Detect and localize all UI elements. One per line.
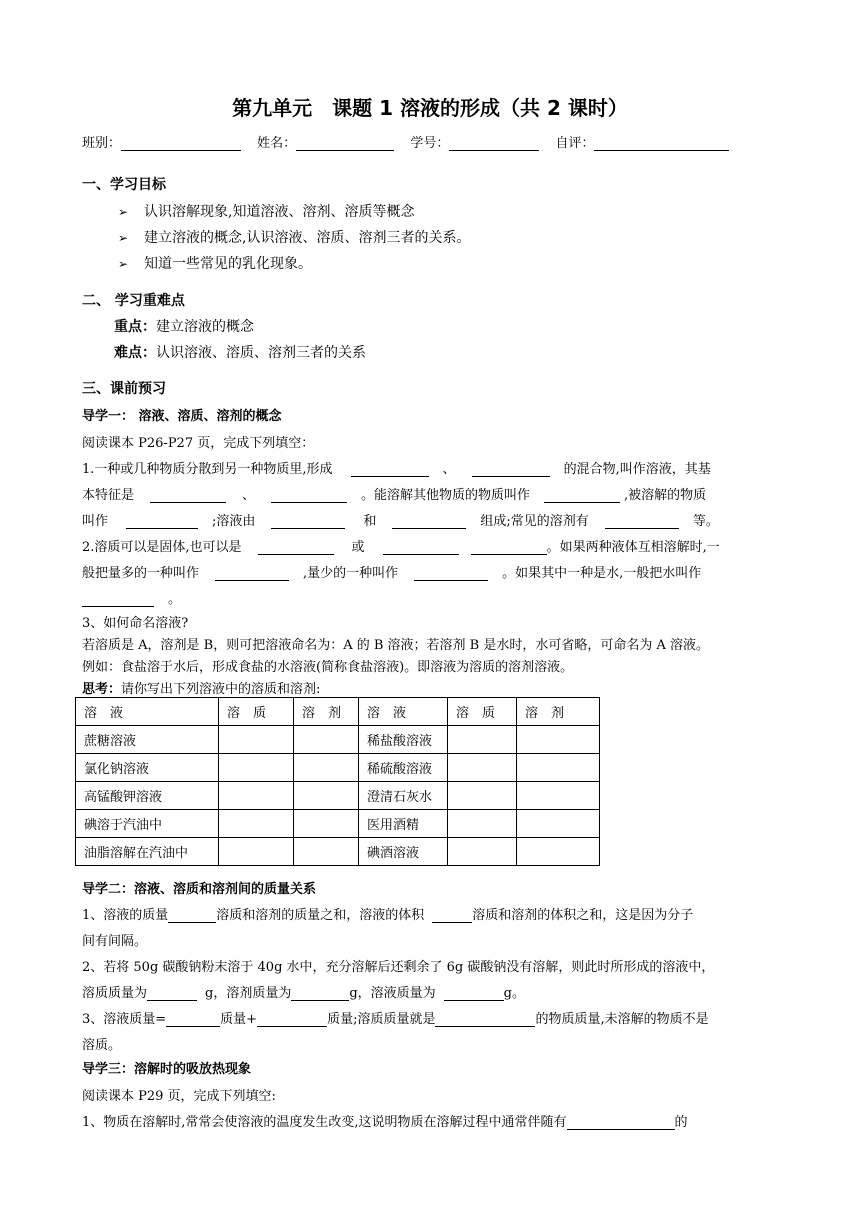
class-field[interactable] [121, 136, 241, 151]
fill-blank[interactable] [258, 541, 334, 555]
arrow-bullet-icon: ➢ [118, 231, 129, 245]
q2-text: 。如果两种液体互相溶解时,一 [546, 540, 720, 555]
arrow-bullet-icon: ➢ [118, 205, 129, 219]
table-cell: 碘酒溶液 [359, 838, 448, 866]
table-row [76, 726, 600, 754]
fill-blank[interactable] [414, 567, 488, 581]
table-cell: 稀硫酸溶液 [359, 754, 448, 782]
answer-cell[interactable] [448, 838, 517, 866]
answer-cell[interactable] [219, 838, 294, 866]
answer-cell[interactable] [294, 838, 359, 866]
fill-blank[interactable] [168, 909, 216, 923]
answer-cell[interactable] [294, 726, 359, 754]
guide2-heading: 导学二：溶液、溶质和溶剂间的质量关系 [82, 882, 317, 897]
fill-blank[interactable] [82, 593, 154, 607]
guide2-text: 3、溶液质量= [82, 1012, 167, 1027]
guide2-text: g。 [503, 986, 525, 1001]
section-heading-preview: 三、课前预习 [82, 381, 166, 397]
fill-blank[interactable] [567, 1116, 675, 1130]
table-cell: 医用酒精 [359, 810, 448, 838]
fill-blank[interactable] [605, 515, 679, 529]
goal-text: 知道一些常见的乳化现象。 [144, 256, 312, 272]
table-cell: 蔗糖溶液 [76, 726, 219, 754]
answer-cell[interactable] [219, 754, 294, 782]
guide2-text: 溶质和溶剂的体积之和，这是因为分子 [472, 908, 694, 923]
guide3-text: 的 [674, 1115, 688, 1130]
q2-text: 。如果其中一种是水,一般把水叫作 [502, 566, 702, 581]
q1-text: 等。 [692, 514, 719, 529]
guide1-read-instruction: 阅读课本 P26-P27 页，完成下列填空： [82, 436, 315, 451]
name-field[interactable] [296, 136, 394, 151]
guide3-text: 1、物质在溶解时,常常会使溶液的温度发生改变,这说明物质在溶解过程中通常伴随有 [82, 1115, 567, 1130]
q1-text: 叫作 [82, 514, 109, 529]
number-label: 学号： [410, 136, 450, 151]
guide2-text: g，溶液质量为 [349, 986, 436, 1001]
q2-text: 或 [351, 540, 365, 555]
table-cell: 高锰酸钾溶液 [76, 782, 219, 810]
fill-blank[interactable] [383, 541, 459, 555]
fill-blank[interactable] [392, 515, 466, 529]
q1-text: 的混合物,叫作溶液，其基 [563, 462, 711, 477]
table-cell: 氯化钠溶液 [76, 754, 219, 782]
name-label: 姓名： [257, 136, 297, 151]
table-cell: 稀盐酸溶液 [359, 726, 448, 754]
fill-blank[interactable] [291, 987, 349, 1001]
eval-label: 自评： [555, 136, 595, 151]
answer-cell[interactable] [448, 782, 517, 810]
goal-item [118, 227, 470, 247]
table-row [76, 838, 600, 866]
fill-blank[interactable] [444, 987, 504, 1001]
table-header-cell: 溶 质 [219, 698, 294, 726]
guide2-line-1 [82, 904, 782, 923]
q1-line-3 [82, 510, 782, 529]
goal-text: 建立溶液的概念,认识溶液、溶质、溶剂三者的关系。 [144, 230, 471, 246]
fill-blank[interactable] [126, 515, 198, 529]
q1-text: 1.一种或几种物质分散到另一种物质里,形成 [82, 462, 333, 477]
key-point-line [114, 316, 254, 336]
answer-cell[interactable] [517, 838, 600, 866]
fill-blank[interactable] [271, 489, 347, 503]
q2-line-2 [82, 562, 782, 581]
fill-blank[interactable] [432, 909, 472, 923]
table-row [76, 810, 600, 838]
fill-blank[interactable] [215, 567, 289, 581]
guide2-line-1b: 间有间隔。 [82, 934, 148, 949]
table-header-cell: 溶 液 [76, 698, 219, 726]
guide2-text: 溶质质量为 [82, 986, 148, 1001]
key-point-text: 建立溶液的概念 [156, 319, 254, 335]
q2-text: 。 [168, 592, 182, 607]
page-title: 第九单元 课题 1 溶液的形成（共 2 课时） [232, 96, 628, 120]
table-cell: 碘溶于汽油中 [76, 810, 219, 838]
guide2-text: 溶质和溶剂的质量之和，溶液的体积 [216, 908, 425, 923]
think-line [82, 678, 782, 697]
q3-title: 3、如何命名溶液? [82, 616, 189, 631]
guide2-line-2b [82, 982, 782, 1001]
fill-blank[interactable] [271, 515, 345, 529]
q2-text: ,量少的一种叫作 [303, 566, 399, 581]
q1-line-1 [82, 458, 782, 477]
answer-cell[interactable] [448, 754, 517, 782]
fill-blank[interactable] [472, 463, 550, 477]
fill-blank[interactable] [544, 489, 620, 503]
class-label: 班别： [82, 136, 122, 151]
table-cell: 油脂溶解在汽油中 [76, 838, 219, 866]
q2-text: 般把量多的一种叫作 [82, 566, 200, 581]
solute-solvent-table [75, 697, 600, 866]
student-info-line [82, 132, 737, 151]
answer-cell[interactable] [294, 782, 359, 810]
fill-blank[interactable] [257, 1013, 327, 1027]
answer-cell[interactable] [448, 726, 517, 754]
arrow-bullet-icon: ➢ [118, 257, 129, 271]
table-cell: 澄清石灰水 [359, 782, 448, 810]
guide2-text: 的物质质量,未溶解的物质不是 [535, 1012, 709, 1027]
table-header-cell: 溶 剂 [517, 698, 600, 726]
q1-text: 、 [242, 488, 256, 503]
guide1-heading: 导学一： 溶液、溶质、溶剂的概念 [82, 409, 282, 424]
answer-cell[interactable] [219, 726, 294, 754]
hard-point-label: 难点： [114, 345, 156, 361]
think-label: 思考： [82, 682, 122, 697]
table-header-cell: 溶 液 [359, 698, 448, 726]
eval-field[interactable] [594, 136, 729, 151]
q3-line-1: 若溶质是 A，溶剂是 B，则可把溶液命名为：A 的 B 溶液；若溶剂 B 是水时，水可省略，可命名为 A 溶液。 [82, 638, 710, 653]
guide2-text: g，溶剂质量为 [205, 986, 292, 1001]
q1-text: 本特征是 [82, 488, 135, 503]
q2-text: 2.溶质可以是固体,也可以是 [82, 540, 242, 555]
table-row [76, 754, 600, 782]
key-point-label: 重点： [114, 319, 156, 335]
section-heading-goals: 一、学习目标 [82, 177, 166, 193]
fill-blank[interactable] [471, 541, 547, 555]
hard-point-text: 认识溶液、溶质、溶剂三者的关系 [156, 345, 366, 361]
section-heading-keypoints: 二、 学习重难点 [82, 293, 185, 309]
guide3-read-instruction: 阅读课本 P29 页，完成下列填空: [82, 1089, 276, 1104]
answer-cell[interactable] [517, 754, 600, 782]
fill-blank[interactable] [150, 489, 226, 503]
guide2-text: 质量+ [220, 1012, 258, 1027]
answer-cell[interactable] [219, 810, 294, 838]
table-header-cell: 溶 质 [448, 698, 517, 726]
q1-text: 、 [442, 462, 456, 477]
guide2-line-3b: 溶质。 [82, 1038, 122, 1053]
q1-text: 和 [363, 514, 377, 529]
q2-line-1 [82, 536, 782, 555]
guide2-line-3 [82, 1008, 782, 1027]
q1-text: 。能溶解其他物质的物质叫作 [361, 488, 531, 503]
fill-blank[interactable] [166, 1013, 220, 1027]
q3-line-2: 例如：食盐溶于水后，形成食盐的水溶液(简称食盐溶液)。即溶液为溶质的溶剂溶液。 [82, 660, 574, 675]
answer-cell[interactable] [294, 754, 359, 782]
q1-line-2 [82, 484, 782, 503]
guide3-heading: 导学三：溶解时的吸放热现象 [82, 1062, 252, 1077]
q1-text: ;溶液由 [212, 514, 256, 529]
table-row [76, 782, 600, 810]
answer-cell[interactable] [517, 782, 600, 810]
think-text: 请你写出下列溶液中的溶质和溶剂: [121, 682, 321, 697]
answer-cell[interactable] [517, 726, 600, 754]
table-header-cell: 溶 剂 [294, 698, 359, 726]
table-header-row [76, 698, 600, 726]
fill-blank[interactable] [147, 987, 197, 1001]
answer-cell[interactable] [219, 782, 294, 810]
fill-blank[interactable] [351, 463, 429, 477]
goal-text: 认识溶解现象,知道溶液、溶剂、溶质等概念 [144, 204, 415, 220]
q1-text: ,被溶解的物质 [624, 488, 707, 503]
q1-text: 组成;常见的溶剂有 [480, 514, 589, 529]
guide2-text: 质量;溶质质量就是 [327, 1012, 436, 1027]
q2-line-3 [82, 588, 782, 607]
guide2-text: 1、溶液的质量 [82, 908, 169, 923]
number-field[interactable] [449, 136, 539, 151]
answer-cell[interactable] [517, 810, 600, 838]
guide3-line-1 [82, 1111, 782, 1130]
answer-cell[interactable] [448, 810, 517, 838]
hard-point-line [114, 342, 366, 362]
fill-blank[interactable] [435, 1013, 535, 1027]
goal-item [118, 253, 312, 273]
answer-cell[interactable] [294, 810, 359, 838]
goal-item [118, 201, 414, 221]
guide2-line-2: 2、若将 50g 碳酸钠粉末溶于 40g 水中，充分溶解后还剩余了 6g 碳酸钠没有溶解，则此时所形成的溶液中， [82, 960, 715, 975]
